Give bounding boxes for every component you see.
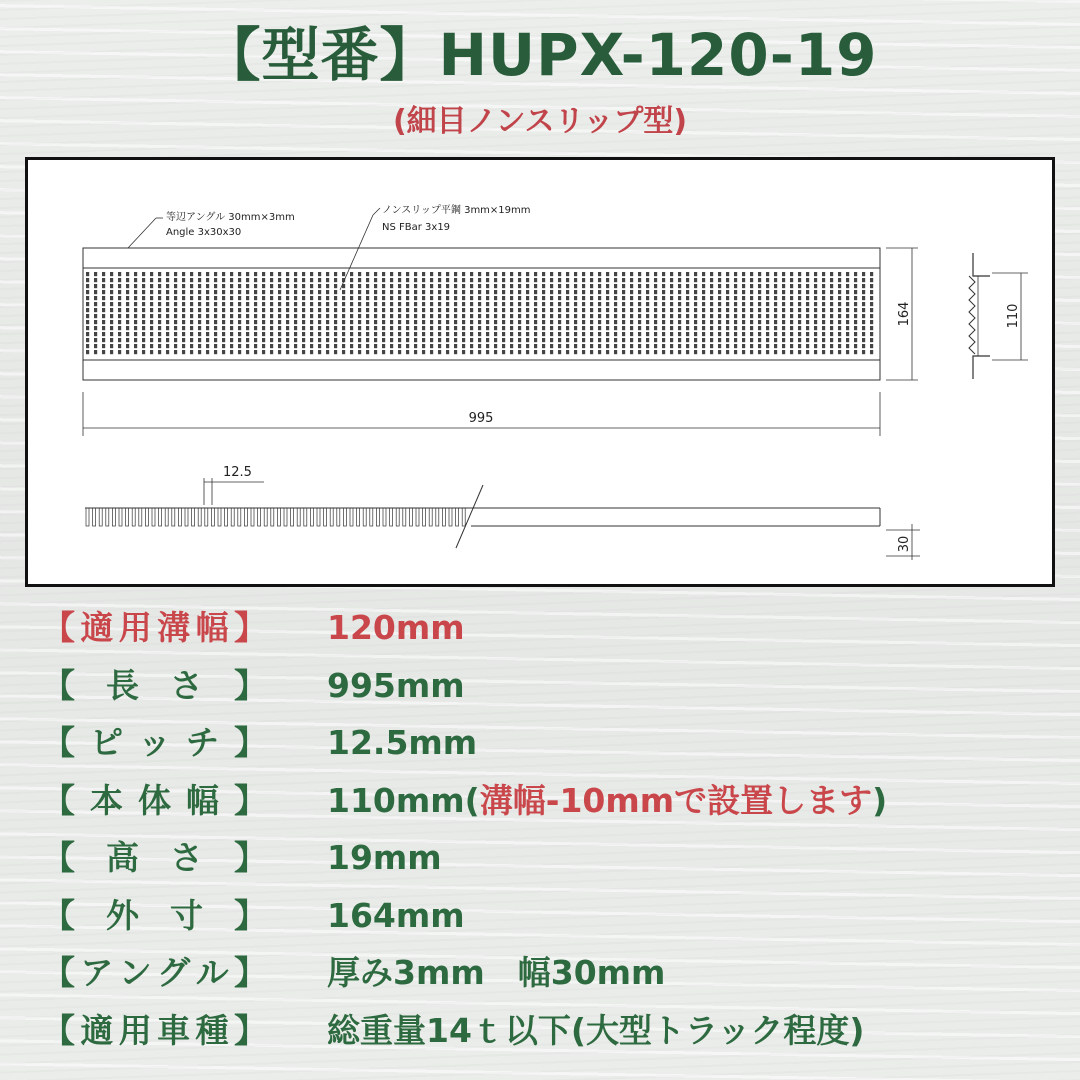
spec-label-char: 】	[233, 953, 267, 992]
label-angle-en: Angle 3x30x30	[166, 227, 242, 238]
spec-label-char: 【	[42, 608, 75, 647]
spec-label-char: 】	[234, 895, 267, 935]
spec-value-main: 12.5mm	[327, 723, 478, 762]
spec-value	[327, 1003, 864, 1059]
spec-label-char: 】	[233, 608, 267, 647]
spec-value-main: 総重量14ｔ以下(大型トラック程度)	[327, 1010, 865, 1050]
spec-value	[327, 773, 887, 829]
spec-label-char: 】	[234, 780, 267, 820]
technical-drawing	[25, 157, 1055, 587]
spec-label-char: さ	[170, 665, 203, 705]
spec-value-main: 19mm	[327, 838, 442, 877]
spec-label-char: 】	[234, 665, 267, 705]
spec-label-char: ッ	[138, 723, 171, 762]
spec-label-char: 【	[42, 895, 75, 935]
spec-label-char: グ	[157, 953, 191, 992]
spec-label-char: 適	[80, 1010, 114, 1050]
spec-value-main: 995mm	[327, 665, 465, 705]
spec-label-char: ア	[80, 953, 114, 992]
label-angle-jp: 等辺アングル 30mm×3mm	[166, 212, 295, 223]
spec-label-char: 【	[42, 953, 75, 992]
product-type-subtitle: (細目ノンスリップ型)	[392, 104, 688, 139]
spec-label-char: 高	[106, 838, 139, 877]
dim-body-label: 110	[1006, 303, 1021, 329]
spec-label	[42, 1003, 267, 1059]
spec-row	[42, 773, 1072, 829]
dim-outer-label: 164	[897, 301, 912, 327]
spec-label	[42, 773, 267, 829]
spec-label-char: 【	[42, 1010, 75, 1050]
spec-label-char: 溝	[157, 608, 191, 647]
spec-label	[42, 945, 267, 1001]
spec-label-char: 用	[118, 1010, 152, 1050]
spec-label-char: 【	[42, 780, 75, 820]
spec-label-char: 】	[234, 838, 267, 877]
spec-label-char: 幅	[195, 608, 229, 647]
spec-row	[42, 888, 1072, 944]
spec-row	[42, 658, 1072, 714]
spec-value-main: 164mm	[327, 895, 465, 935]
spec-label-char: チ	[186, 723, 219, 762]
section-teeth	[86, 508, 465, 526]
spec-label	[42, 600, 267, 656]
spec-row	[42, 600, 1072, 656]
spec-label-char: 車	[157, 1010, 191, 1050]
spec-label-char: 【	[42, 665, 75, 705]
spec-row	[42, 945, 1072, 1001]
spec-label	[42, 715, 267, 771]
spec-value-main: 120mm	[327, 608, 465, 647]
side-profile	[969, 253, 990, 379]
plan-grating-bars	[86, 272, 873, 354]
spec-label-char: 【	[42, 723, 75, 762]
leader-line-angle	[128, 218, 156, 248]
spec-value-main: 厚み3mm 幅30mm	[327, 953, 666, 992]
product-model-title: 【型番】HUPX-120-19	[202, 21, 878, 89]
spec-label-char: 】	[234, 723, 267, 762]
label-bar-jp: ノンスリップ平鋼 3mm×19mm	[382, 205, 531, 216]
spec-value	[327, 888, 465, 944]
spec-value	[327, 830, 442, 886]
spec-value	[327, 945, 665, 1001]
spec-value	[327, 715, 477, 771]
spec-value	[327, 658, 465, 714]
spec-row	[42, 1003, 1072, 1059]
spec-label-char: ル	[195, 953, 229, 992]
spec-label-char: 種	[195, 1010, 229, 1050]
dim-height-label: 30	[897, 535, 912, 553]
break-line	[456, 485, 483, 548]
spec-label-char: 】	[233, 1010, 267, 1050]
spec-label-char: 寸	[170, 895, 203, 935]
label-bar-en: NS FBar 3x19	[382, 222, 451, 233]
spec-label-char: 外	[106, 895, 139, 935]
spec-label	[42, 658, 267, 714]
spec-label-char: ピ	[90, 723, 123, 762]
spec-value-note: 溝幅-10mmで設置します	[479, 780, 873, 820]
dim-pitch-label: 12.5	[223, 465, 252, 480]
spec-label-char: さ	[170, 838, 203, 877]
spec-label-char: 幅	[186, 780, 219, 820]
spec-value-suffix: )	[872, 780, 888, 820]
spec-label-char: 本	[90, 780, 123, 820]
spec-row	[42, 830, 1072, 886]
spec-value-main: 110mm(	[327, 780, 480, 820]
spec-label-char: 用	[118, 608, 152, 647]
spec-row	[42, 715, 1072, 771]
dim-length-label: 995	[468, 411, 494, 426]
spec-value	[327, 600, 465, 656]
spec-label	[42, 888, 267, 944]
spec-label-char: ン	[118, 953, 152, 992]
spec-label-char: 【	[42, 838, 75, 877]
spec-label	[42, 830, 267, 886]
spec-label-char: 適	[80, 608, 114, 647]
spec-label-char: 体	[138, 780, 171, 820]
drawing-canvas	[28, 160, 1052, 584]
spec-label-char: 長	[106, 665, 139, 705]
